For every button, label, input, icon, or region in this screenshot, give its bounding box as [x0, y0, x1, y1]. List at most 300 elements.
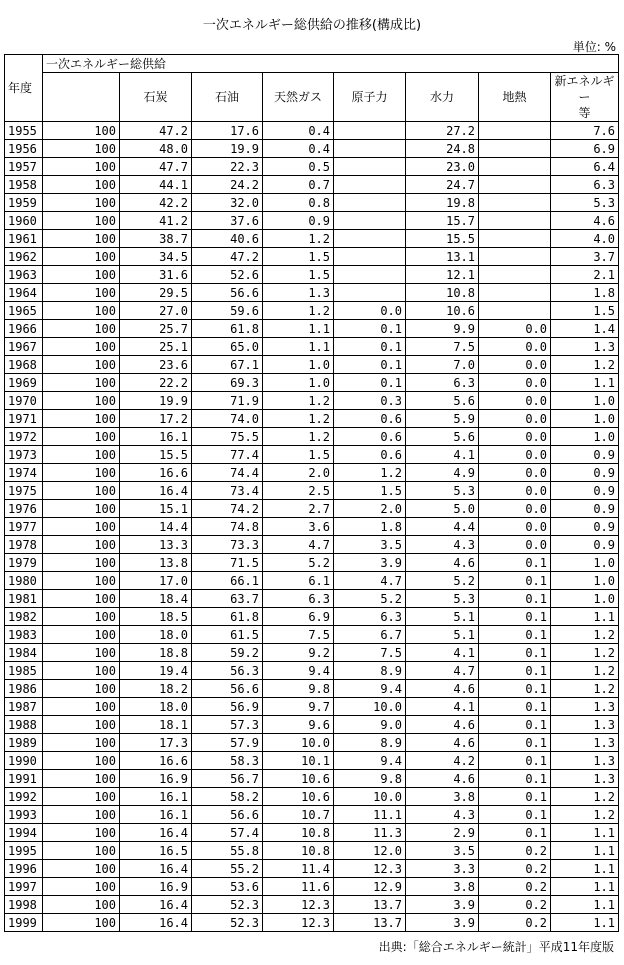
cell-geothermal: 0.1 — [479, 644, 551, 662]
cell-natural-gas: 1.2 — [263, 428, 334, 446]
cell-hydro: 3.9 — [406, 896, 479, 914]
cell-coal: 13.8 — [120, 554, 192, 572]
cell-hydro: 6.3 — [406, 374, 479, 392]
cell-coal: 16.4 — [120, 482, 192, 500]
cell-coal: 18.8 — [120, 644, 192, 662]
cell-hydro: 4.1 — [406, 644, 479, 662]
cell-geothermal: 0.1 — [479, 734, 551, 752]
table-row — [5, 554, 619, 572]
cell-geothermal: 0.0 — [479, 464, 551, 482]
cell-oil: 71.5 — [192, 554, 263, 572]
cell-geothermal: 0.1 — [479, 662, 551, 680]
cell-total: 100 — [43, 140, 120, 158]
cell-hydro: 4.6 — [406, 554, 479, 572]
header-row-top — [5, 55, 619, 73]
cell-coal: 16.6 — [120, 464, 192, 482]
cell-total: 100 — [43, 914, 120, 932]
table-body — [5, 122, 619, 932]
cell-hydro: 15.5 — [406, 230, 479, 248]
cell-coal: 18.2 — [120, 680, 192, 698]
table-row — [5, 860, 619, 878]
cell-natural-gas: 0.4 — [263, 122, 334, 140]
cell-oil: 22.3 — [192, 158, 263, 176]
cell-new-energy: 0.9 — [551, 536, 619, 554]
cell-year: 1960 — [5, 212, 43, 230]
cell-oil: 57.9 — [192, 734, 263, 752]
cell-nuclear: 6.3 — [334, 608, 406, 626]
cell-new-energy: 1.1 — [551, 824, 619, 842]
cell-nuclear: 9.8 — [334, 770, 406, 788]
cell-year: 1984 — [5, 644, 43, 662]
cell-total: 100 — [43, 644, 120, 662]
cell-year: 1989 — [5, 734, 43, 752]
cell-oil: 74.0 — [192, 410, 263, 428]
cell-new-energy: 7.6 — [551, 122, 619, 140]
cell-nuclear: 13.7 — [334, 896, 406, 914]
cell-total: 100 — [43, 338, 120, 356]
cell-new-energy: 1.3 — [551, 734, 619, 752]
source-note: 出典:「総合エネルギー統計」平成11年度版 — [378, 940, 614, 954]
cell-natural-gas: 0.7 — [263, 176, 334, 194]
cell-oil: 74.2 — [192, 500, 263, 518]
cell-year: 1958 — [5, 176, 43, 194]
cell-nuclear: 8.9 — [334, 662, 406, 680]
cell-year: 1994 — [5, 824, 43, 842]
cell-natural-gas: 12.3 — [263, 896, 334, 914]
cell-year: 1972 — [5, 428, 43, 446]
cell-new-energy: 5.3 — [551, 194, 619, 212]
cell-natural-gas: 1.5 — [263, 266, 334, 284]
cell-year: 1987 — [5, 698, 43, 716]
cell-hydro: 4.3 — [406, 536, 479, 554]
cell-year: 1974 — [5, 464, 43, 482]
cell-new-energy: 4.0 — [551, 230, 619, 248]
cell-year: 1979 — [5, 554, 43, 572]
cell-nuclear — [334, 194, 406, 212]
cell-nuclear: 11.3 — [334, 824, 406, 842]
cell-natural-gas: 0.5 — [263, 158, 334, 176]
table-row — [5, 842, 619, 860]
cell-oil: 55.2 — [192, 860, 263, 878]
cell-geothermal — [479, 140, 551, 158]
cell-nuclear — [334, 230, 406, 248]
cell-natural-gas: 12.3 — [263, 914, 334, 932]
cell-year: 1963 — [5, 266, 43, 284]
cell-oil: 65.0 — [192, 338, 263, 356]
cell-total: 100 — [43, 284, 120, 302]
cell-geothermal: 0.2 — [479, 896, 551, 914]
cell-natural-gas: 2.0 — [263, 464, 334, 482]
cell-coal: 38.7 — [120, 230, 192, 248]
table-row — [5, 140, 619, 158]
cell-hydro: 4.1 — [406, 446, 479, 464]
table-row — [5, 266, 619, 284]
cell-new-energy: 1.2 — [551, 788, 619, 806]
cell-total: 100 — [43, 230, 120, 248]
cell-total: 100 — [43, 608, 120, 626]
cell-new-energy: 1.1 — [551, 896, 619, 914]
cell-total: 100 — [43, 266, 120, 284]
cell-year: 1967 — [5, 338, 43, 356]
cell-geothermal: 0.2 — [479, 878, 551, 896]
cell-oil: 32.0 — [192, 194, 263, 212]
cell-natural-gas: 3.6 — [263, 518, 334, 536]
table-row — [5, 896, 619, 914]
cell-hydro: 10.8 — [406, 284, 479, 302]
cell-hydro: 5.9 — [406, 410, 479, 428]
cell-new-energy: 2.1 — [551, 266, 619, 284]
cell-new-energy: 0.9 — [551, 464, 619, 482]
cell-new-energy: 0.9 — [551, 482, 619, 500]
cell-coal: 48.0 — [120, 140, 192, 158]
cell-geothermal: 0.1 — [479, 752, 551, 770]
cell-year: 1991 — [5, 770, 43, 788]
cell-year: 1985 — [5, 662, 43, 680]
cell-new-energy: 1.1 — [551, 374, 619, 392]
cell-new-energy: 1.8 — [551, 284, 619, 302]
cell-geothermal — [479, 212, 551, 230]
cell-year: 1968 — [5, 356, 43, 374]
cell-natural-gas: 1.1 — [263, 338, 334, 356]
cell-geothermal — [479, 266, 551, 284]
cell-year: 1966 — [5, 320, 43, 338]
cell-hydro: 7.5 — [406, 338, 479, 356]
cell-oil: 56.6 — [192, 806, 263, 824]
cell-nuclear: 0.3 — [334, 392, 406, 410]
header-year: 年度 — [5, 55, 43, 122]
cell-oil: 57.4 — [192, 824, 263, 842]
cell-oil: 61.8 — [192, 608, 263, 626]
cell-hydro: 3.5 — [406, 842, 479, 860]
cell-total: 100 — [43, 752, 120, 770]
cell-natural-gas: 0.8 — [263, 194, 334, 212]
cell-hydro: 5.1 — [406, 626, 479, 644]
cell-coal: 17.0 — [120, 572, 192, 590]
cell-year: 1992 — [5, 788, 43, 806]
table-row — [5, 734, 619, 752]
cell-coal: 27.0 — [120, 302, 192, 320]
cell-geothermal: 0.1 — [479, 698, 551, 716]
table-row — [5, 176, 619, 194]
table-row — [5, 590, 619, 608]
cell-year: 1988 — [5, 716, 43, 734]
cell-hydro: 3.8 — [406, 788, 479, 806]
cell-oil: 56.9 — [192, 698, 263, 716]
cell-oil: 17.6 — [192, 122, 263, 140]
cell-natural-gas: 10.6 — [263, 788, 334, 806]
cell-hydro: 5.2 — [406, 572, 479, 590]
cell-geothermal: 0.1 — [479, 554, 551, 572]
header-new-energy: 新エネルギー 等 — [551, 73, 619, 122]
cell-nuclear: 3.9 — [334, 554, 406, 572]
cell-natural-gas: 7.5 — [263, 626, 334, 644]
cell-year: 1977 — [5, 518, 43, 536]
cell-oil: 59.2 — [192, 644, 263, 662]
cell-geothermal: 0.1 — [479, 572, 551, 590]
cell-total: 100 — [43, 464, 120, 482]
cell-total: 100 — [43, 878, 120, 896]
cell-coal: 16.6 — [120, 752, 192, 770]
cell-coal: 47.2 — [120, 122, 192, 140]
cell-nuclear — [334, 284, 406, 302]
cell-new-energy: 1.0 — [551, 554, 619, 572]
cell-geothermal: 0.2 — [479, 860, 551, 878]
table-row — [5, 212, 619, 230]
cell-geothermal — [479, 230, 551, 248]
cell-hydro: 3.8 — [406, 878, 479, 896]
cell-nuclear: 0.6 — [334, 446, 406, 464]
cell-year: 1961 — [5, 230, 43, 248]
header-row-columns — [5, 73, 619, 122]
cell-year: 1995 — [5, 842, 43, 860]
cell-oil: 40.6 — [192, 230, 263, 248]
cell-total: 100 — [43, 662, 120, 680]
cell-total: 100 — [43, 806, 120, 824]
cell-coal: 34.5 — [120, 248, 192, 266]
cell-new-energy: 1.1 — [551, 608, 619, 626]
cell-new-energy: 1.1 — [551, 860, 619, 878]
cell-new-energy: 3.7 — [551, 248, 619, 266]
cell-year: 1965 — [5, 302, 43, 320]
cell-oil: 67.1 — [192, 356, 263, 374]
cell-nuclear: 7.5 — [334, 644, 406, 662]
cell-natural-gas: 5.2 — [263, 554, 334, 572]
cell-year: 1998 — [5, 896, 43, 914]
cell-total: 100 — [43, 860, 120, 878]
cell-coal: 25.1 — [120, 338, 192, 356]
cell-total: 100 — [43, 410, 120, 428]
cell-total: 100 — [43, 392, 120, 410]
header-oil: 石油 — [192, 73, 263, 122]
cell-hydro: 4.9 — [406, 464, 479, 482]
cell-year: 1975 — [5, 482, 43, 500]
cell-oil: 66.1 — [192, 572, 263, 590]
cell-total: 100 — [43, 626, 120, 644]
cell-year: 1997 — [5, 878, 43, 896]
cell-nuclear: 0.1 — [334, 320, 406, 338]
cell-new-energy: 1.2 — [551, 644, 619, 662]
energy-supply-table — [4, 54, 619, 932]
cell-hydro: 4.7 — [406, 662, 479, 680]
cell-natural-gas: 4.7 — [263, 536, 334, 554]
cell-coal: 16.5 — [120, 842, 192, 860]
table-row — [5, 230, 619, 248]
cell-oil: 55.8 — [192, 842, 263, 860]
cell-geothermal: 0.0 — [479, 356, 551, 374]
cell-hydro: 2.9 — [406, 824, 479, 842]
cell-natural-gas: 1.3 — [263, 284, 334, 302]
cell-total: 100 — [43, 590, 120, 608]
table-row — [5, 302, 619, 320]
cell-coal: 16.1 — [120, 428, 192, 446]
cell-hydro: 9.9 — [406, 320, 479, 338]
cell-year: 1990 — [5, 752, 43, 770]
cell-total: 100 — [43, 212, 120, 230]
cell-year: 1982 — [5, 608, 43, 626]
cell-geothermal: 0.1 — [479, 680, 551, 698]
cell-total: 100 — [43, 518, 120, 536]
cell-total: 100 — [43, 122, 120, 140]
cell-natural-gas: 10.0 — [263, 734, 334, 752]
cell-new-energy: 1.0 — [551, 572, 619, 590]
cell-natural-gas: 11.4 — [263, 860, 334, 878]
cell-oil: 52.3 — [192, 914, 263, 932]
cell-new-energy: 1.3 — [551, 770, 619, 788]
cell-oil: 58.2 — [192, 788, 263, 806]
table-row — [5, 788, 619, 806]
cell-natural-gas: 9.2 — [263, 644, 334, 662]
cell-hydro: 12.1 — [406, 266, 479, 284]
cell-total: 100 — [43, 842, 120, 860]
table-row — [5, 446, 619, 464]
cell-year: 1993 — [5, 806, 43, 824]
cell-coal: 29.5 — [120, 284, 192, 302]
cell-nuclear: 9.4 — [334, 752, 406, 770]
cell-coal: 17.2 — [120, 410, 192, 428]
cell-natural-gas: 1.2 — [263, 410, 334, 428]
cell-total: 100 — [43, 320, 120, 338]
cell-hydro: 24.8 — [406, 140, 479, 158]
cell-geothermal: 0.1 — [479, 716, 551, 734]
table-row — [5, 644, 619, 662]
header-total-supply: 一次エネルギー総供給 — [43, 55, 619, 73]
cell-total: 100 — [43, 428, 120, 446]
cell-new-energy: 4.6 — [551, 212, 619, 230]
cell-hydro: 7.0 — [406, 356, 479, 374]
header-total-blank — [43, 73, 120, 122]
cell-hydro: 5.3 — [406, 482, 479, 500]
cell-oil: 61.5 — [192, 626, 263, 644]
cell-new-energy: 6.9 — [551, 140, 619, 158]
cell-oil: 56.6 — [192, 680, 263, 698]
cell-natural-gas: 6.1 — [263, 572, 334, 590]
cell-nuclear — [334, 248, 406, 266]
cell-nuclear: 3.5 — [334, 536, 406, 554]
cell-coal: 18.0 — [120, 698, 192, 716]
cell-nuclear: 12.3 — [334, 860, 406, 878]
cell-new-energy: 1.0 — [551, 392, 619, 410]
cell-nuclear: 12.0 — [334, 842, 406, 860]
cell-geothermal — [479, 122, 551, 140]
table-row — [5, 428, 619, 446]
cell-natural-gas: 10.8 — [263, 824, 334, 842]
cell-new-energy: 0.9 — [551, 446, 619, 464]
cell-natural-gas: 1.0 — [263, 374, 334, 392]
cell-coal: 47.7 — [120, 158, 192, 176]
cell-new-energy: 1.4 — [551, 320, 619, 338]
table-row — [5, 410, 619, 428]
cell-geothermal: 0.0 — [479, 320, 551, 338]
cell-coal: 17.3 — [120, 734, 192, 752]
header-coal: 石炭 — [120, 73, 192, 122]
cell-oil: 59.6 — [192, 302, 263, 320]
cell-new-energy: 0.9 — [551, 500, 619, 518]
table-row — [5, 680, 619, 698]
cell-new-energy: 1.5 — [551, 302, 619, 320]
cell-total: 100 — [43, 536, 120, 554]
cell-hydro: 4.6 — [406, 770, 479, 788]
cell-oil: 74.4 — [192, 464, 263, 482]
cell-natural-gas: 2.5 — [263, 482, 334, 500]
cell-natural-gas: 1.0 — [263, 356, 334, 374]
cell-geothermal — [479, 248, 551, 266]
cell-geothermal: 0.0 — [479, 500, 551, 518]
table-row — [5, 284, 619, 302]
cell-hydro: 19.8 — [406, 194, 479, 212]
cell-coal: 13.3 — [120, 536, 192, 554]
cell-new-energy: 1.3 — [551, 698, 619, 716]
cell-natural-gas: 1.2 — [263, 392, 334, 410]
cell-oil: 61.8 — [192, 320, 263, 338]
cell-year: 1956 — [5, 140, 43, 158]
cell-year: 1964 — [5, 284, 43, 302]
cell-geothermal: 0.0 — [479, 518, 551, 536]
cell-hydro: 4.1 — [406, 698, 479, 716]
cell-nuclear: 10.0 — [334, 698, 406, 716]
cell-total: 100 — [43, 554, 120, 572]
cell-new-energy: 6.4 — [551, 158, 619, 176]
cell-total: 100 — [43, 500, 120, 518]
cell-new-energy: 1.2 — [551, 806, 619, 824]
cell-oil: 73.3 — [192, 536, 263, 554]
cell-new-energy: 1.2 — [551, 662, 619, 680]
cell-oil: 56.3 — [192, 662, 263, 680]
cell-natural-gas: 9.8 — [263, 680, 334, 698]
cell-geothermal — [479, 176, 551, 194]
cell-hydro: 3.9 — [406, 914, 479, 932]
cell-year: 1971 — [5, 410, 43, 428]
cell-coal: 18.4 — [120, 590, 192, 608]
cell-coal: 15.5 — [120, 446, 192, 464]
table-row — [5, 320, 619, 338]
cell-natural-gas: 10.8 — [263, 842, 334, 860]
cell-oil: 53.6 — [192, 878, 263, 896]
cell-new-energy: 1.2 — [551, 680, 619, 698]
table-row — [5, 914, 619, 932]
cell-total: 100 — [43, 194, 120, 212]
cell-hydro: 4.6 — [406, 716, 479, 734]
cell-coal: 16.1 — [120, 788, 192, 806]
header-hydro: 水力 — [406, 73, 479, 122]
cell-year: 1970 — [5, 392, 43, 410]
cell-natural-gas: 1.2 — [263, 302, 334, 320]
cell-oil: 63.7 — [192, 590, 263, 608]
cell-coal: 16.4 — [120, 896, 192, 914]
cell-oil: 71.9 — [192, 392, 263, 410]
cell-year: 1978 — [5, 536, 43, 554]
cell-hydro: 4.6 — [406, 734, 479, 752]
table-row — [5, 572, 619, 590]
cell-hydro: 23.0 — [406, 158, 479, 176]
cell-coal: 18.1 — [120, 716, 192, 734]
cell-geothermal — [479, 158, 551, 176]
cell-year: 1981 — [5, 590, 43, 608]
table-row — [5, 158, 619, 176]
cell-nuclear: 13.7 — [334, 914, 406, 932]
cell-geothermal: 0.0 — [479, 482, 551, 500]
cell-geothermal: 0.0 — [479, 446, 551, 464]
cell-geothermal — [479, 194, 551, 212]
cell-geothermal: 0.1 — [479, 824, 551, 842]
cell-coal: 25.7 — [120, 320, 192, 338]
cell-oil: 58.3 — [192, 752, 263, 770]
cell-new-energy: 1.0 — [551, 590, 619, 608]
cell-total: 100 — [43, 302, 120, 320]
cell-total: 100 — [43, 248, 120, 266]
cell-total: 100 — [43, 572, 120, 590]
table-row — [5, 194, 619, 212]
cell-natural-gas: 11.6 — [263, 878, 334, 896]
